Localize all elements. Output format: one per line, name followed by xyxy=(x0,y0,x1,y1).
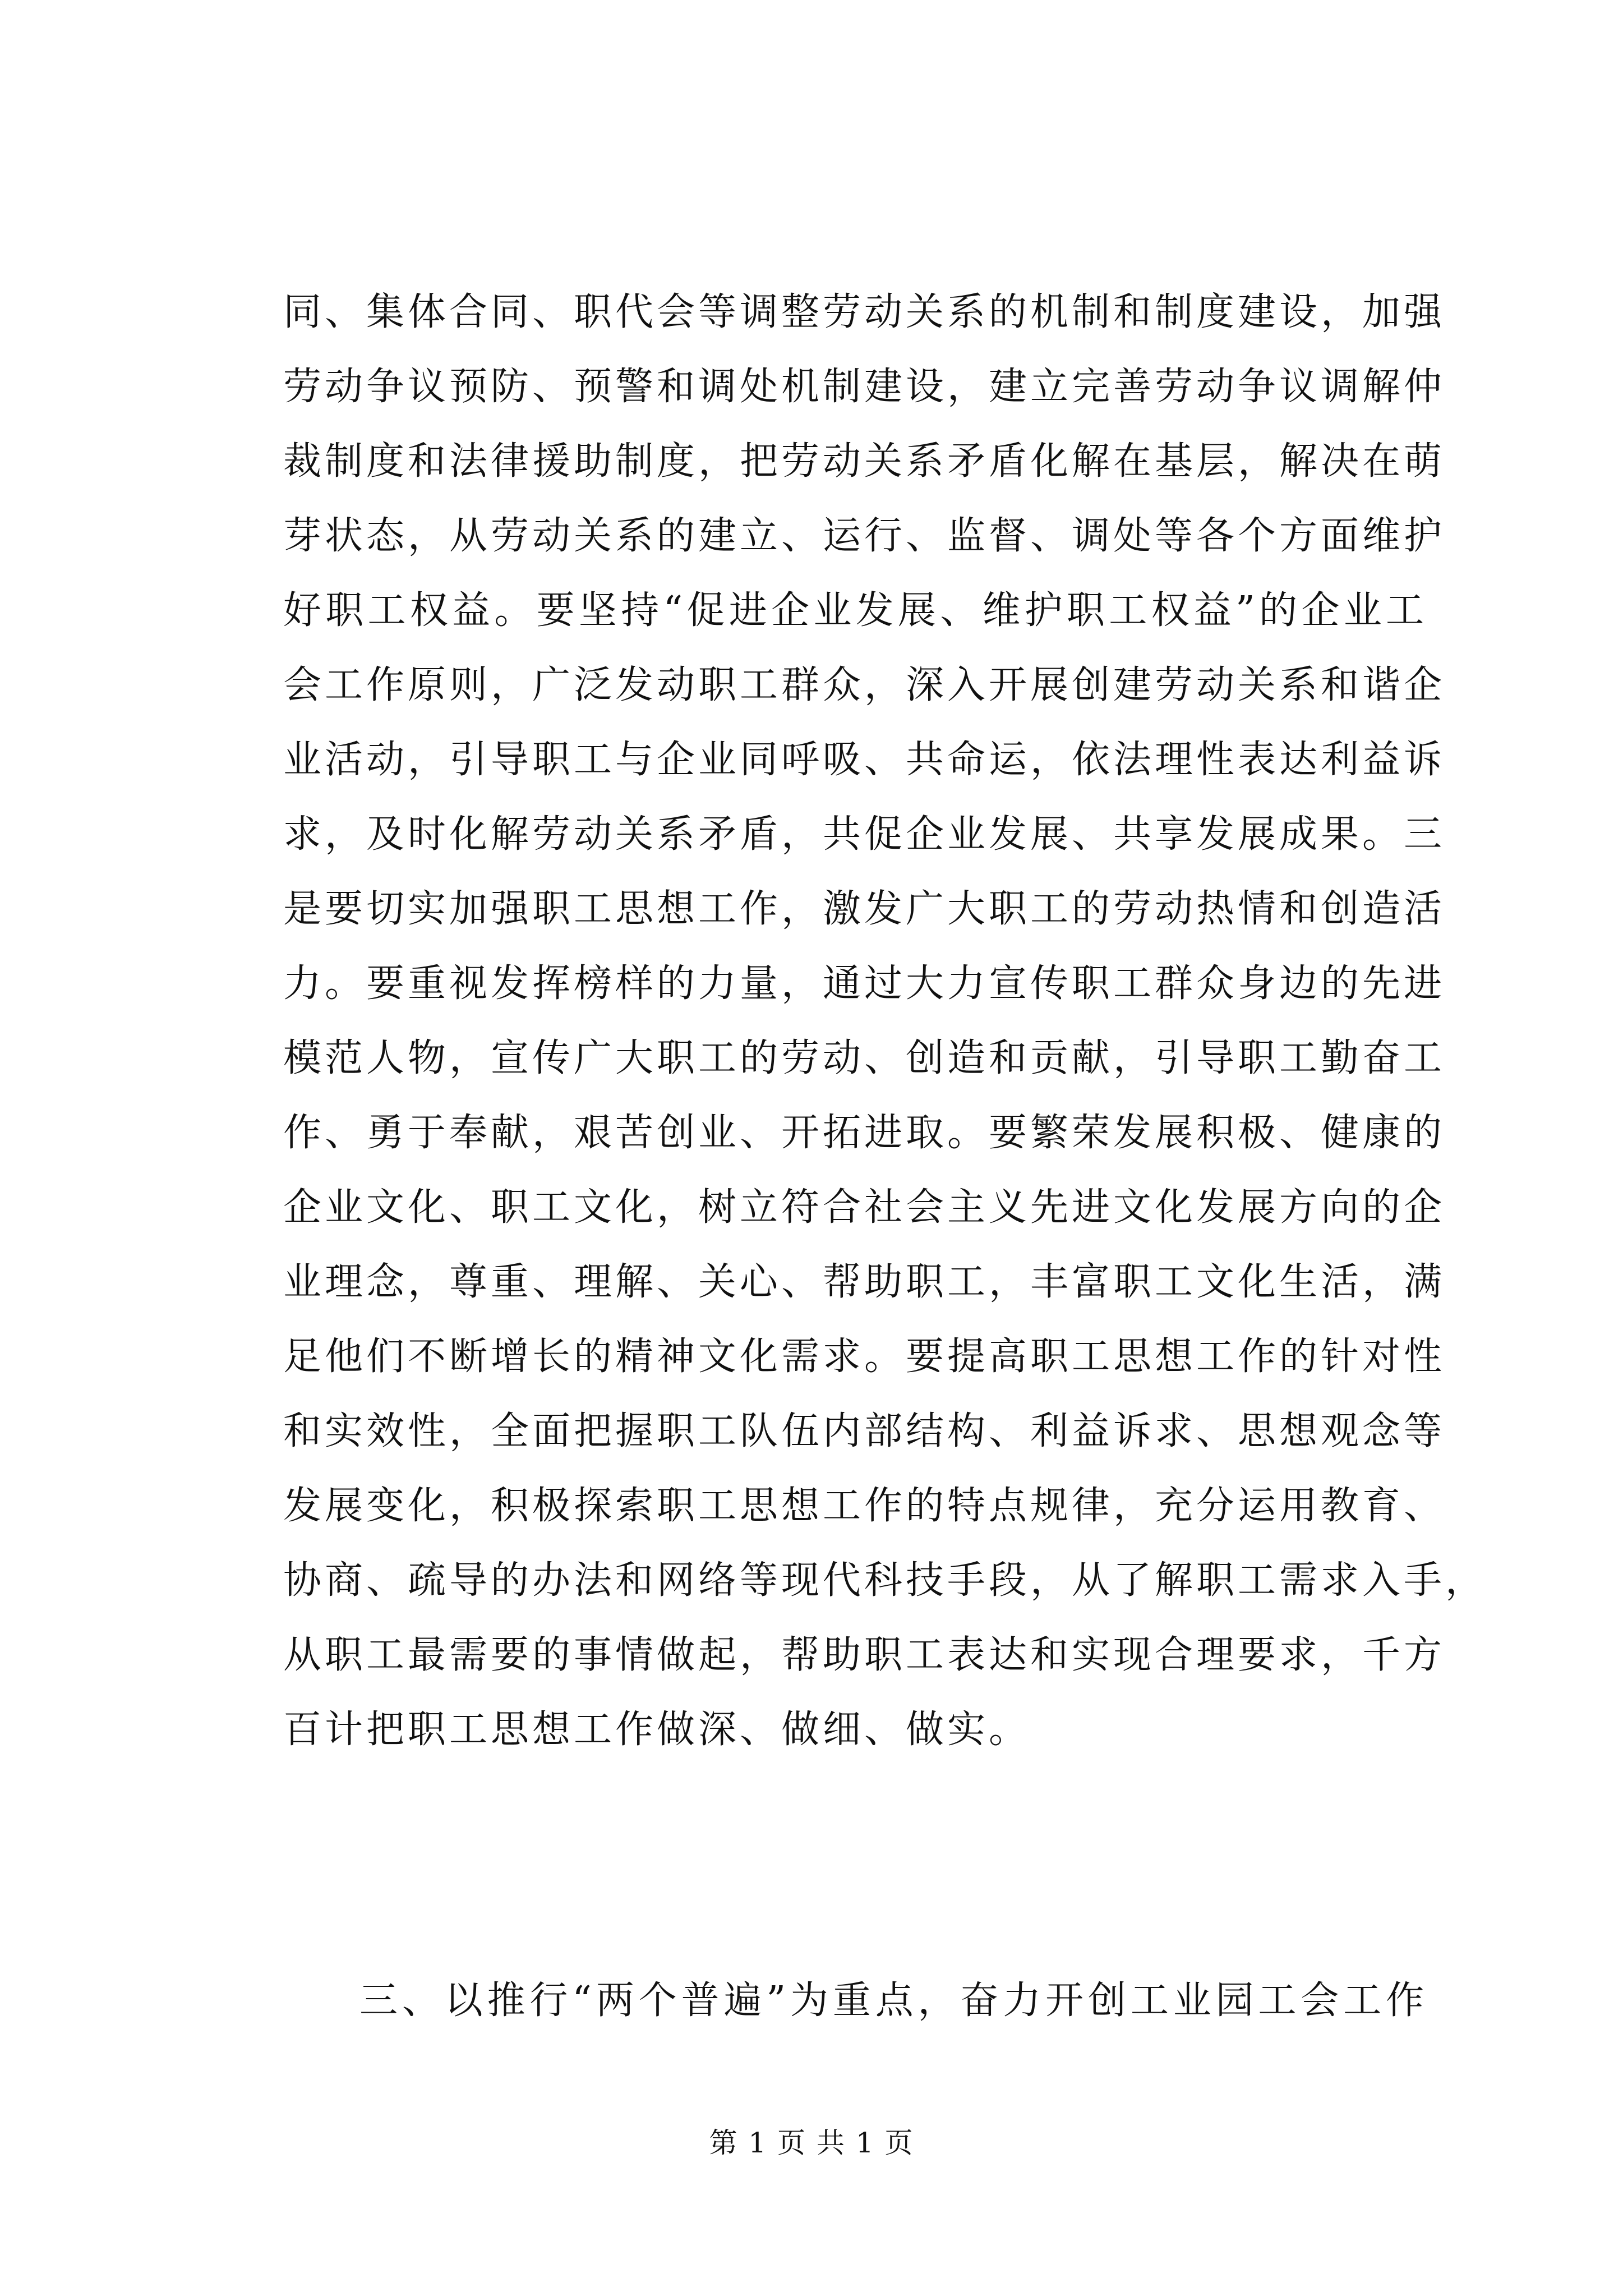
text-line: 百计把职工思想工作做深、做细、做实。 xyxy=(283,1708,1031,1752)
text-line: 业理念，尊重、理解、关心、帮助职工，丰富职工文化生活，满 xyxy=(283,1260,1446,1304)
section-heading: 三、以推行“两个普遍”为重点，奋力开创工业园工会工作 xyxy=(359,1978,1427,2023)
text-line: 作、勇于奉献，艰苦创业、开拓进取。要繁荣发展积极、健康的 xyxy=(283,1111,1446,1155)
text-line: 企业文化、职工文化，树立符合社会主义先进文化发展方向的企 xyxy=(283,1185,1446,1230)
text-line: 好职工权益。要坚持“促进企业发展、维护职工权益”的企业工 xyxy=(283,588,1427,633)
text-line: 会工作原则，广泛发动职工群众，深入开展创建劳动关系和谐企 xyxy=(283,663,1446,707)
text-line: 足他们不断增长的精神文化需求。要提高职工思想工作的针对性 xyxy=(283,1335,1446,1379)
text-line: 模范人物，宣传广大职工的劳动、创造和贡献，引导职工勤奋工 xyxy=(283,1036,1446,1080)
text-line: 是要切实加强职工思想工作，激发广大职工的劳动热情和创造活 xyxy=(283,887,1446,931)
text-line: 发展变化，积极探索职工思想工作的特点规律，充分运用教育、 xyxy=(283,1484,1446,1528)
text-line: 求，及时化解劳动关系矛盾，共促企业发展、共享发展成果。三 xyxy=(283,812,1446,857)
page-number-label: 第 1 页 共 1 页 xyxy=(709,2127,914,2159)
text-line: 力。要重视发挥榜样的力量，通过大力宣传职工群众身边的先进 xyxy=(283,961,1446,1006)
text-line: 和实效性，全面把握职工队伍内部结构、利益诉求、思想观念等 xyxy=(283,1409,1446,1453)
text-line: 芽状态，从劳动关系的建立、运行、监督、调处等各个方面维护 xyxy=(283,514,1446,558)
text-line: 劳动争议预防、预警和调处机制建设，建立完善劳动争议调解仲 xyxy=(283,365,1446,409)
text-line: 业活动，引导职工与企业同呼吸、共命运，依法理性表达利益诉 xyxy=(283,738,1446,782)
body-paragraph xyxy=(283,275,1487,1767)
text-line: 同、集体合同、职代会等调整劳动关系的机制和制度建设，加强 xyxy=(283,290,1446,334)
page-footer xyxy=(0,2120,1623,2165)
text-line: 从职工最需要的事情做起，帮助职工表达和实现合理要求，千方 xyxy=(283,1633,1446,1677)
text-line: 裁制度和法律援助制度，把劳动关系矛盾化解在基层，解决在萌 xyxy=(283,439,1446,484)
text-line: 协商、疏导的办法和网络等现代科技手段，从了解职工需求入手， xyxy=(283,1558,1487,1603)
